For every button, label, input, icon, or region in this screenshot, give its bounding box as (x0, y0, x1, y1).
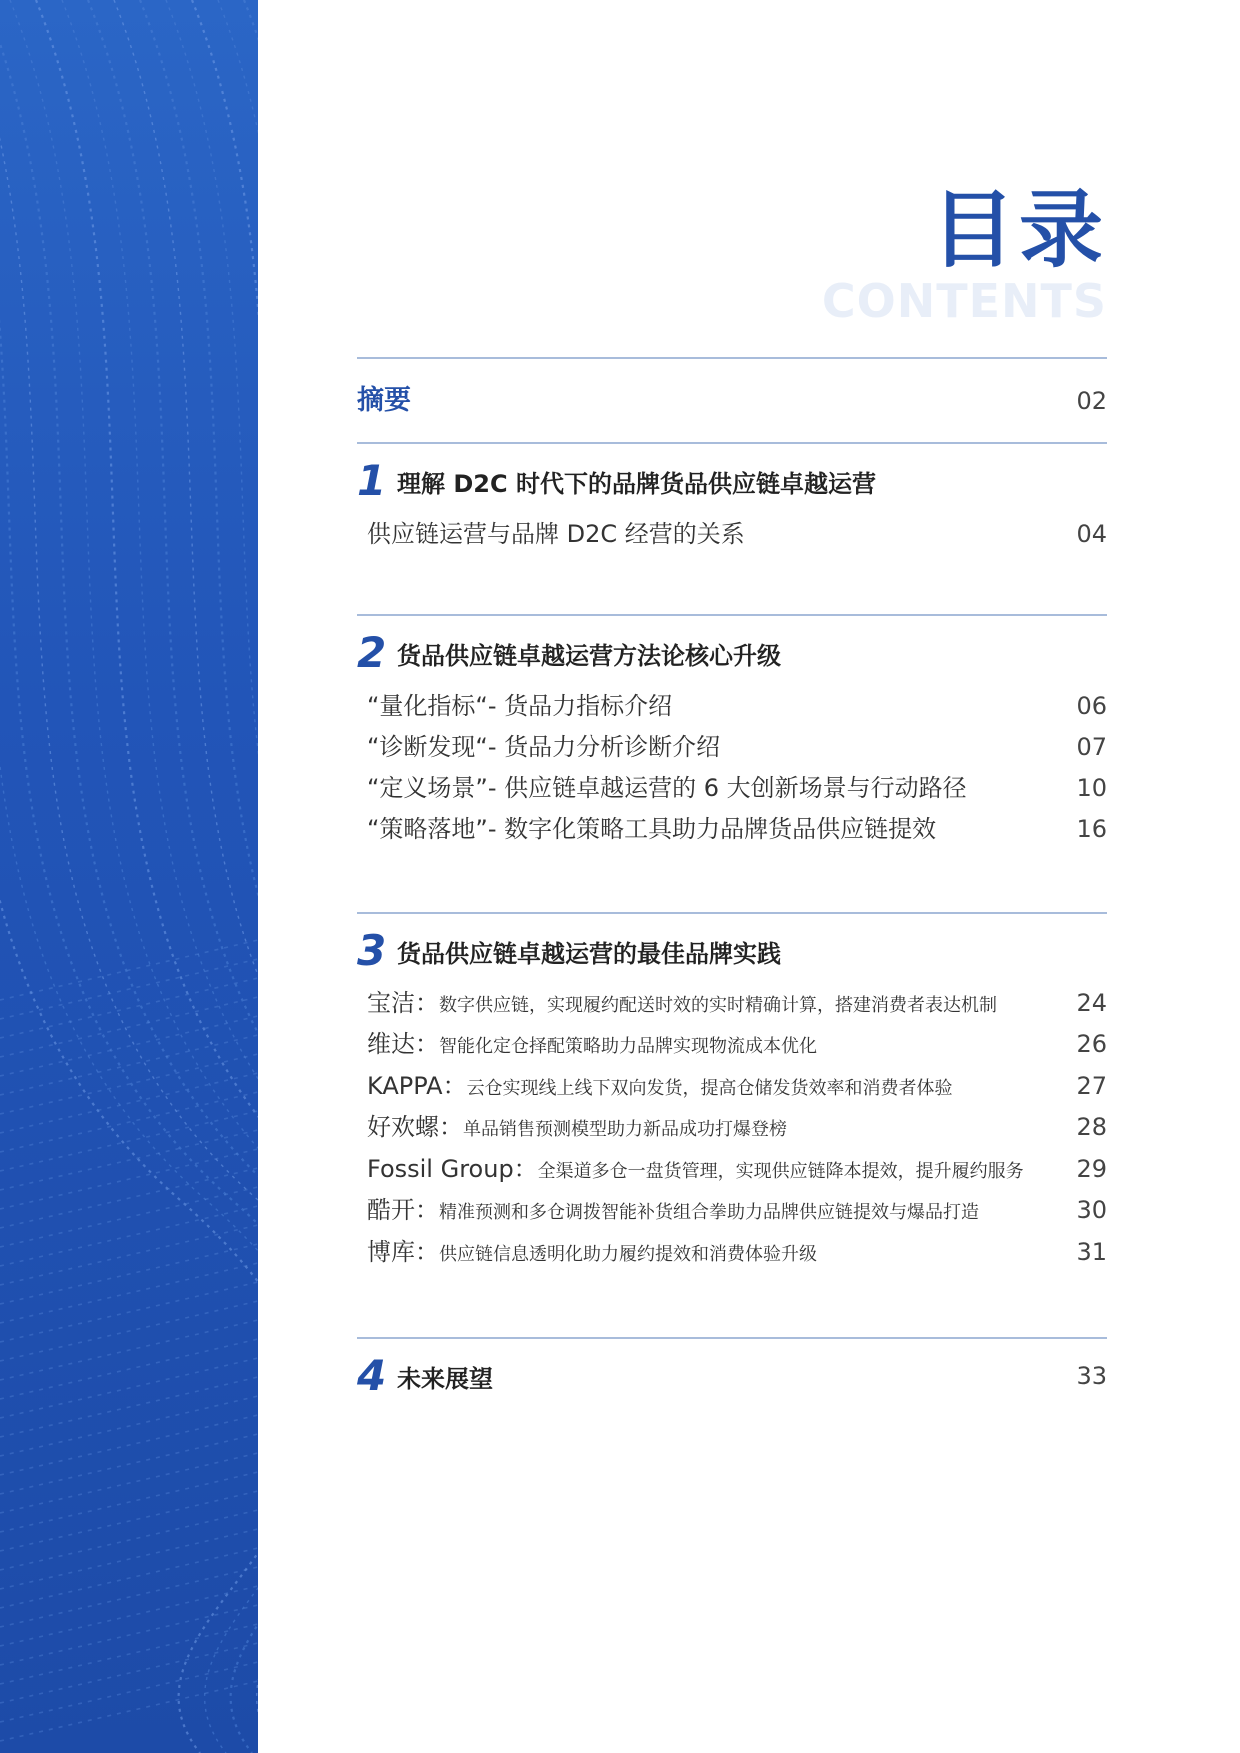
wave-line (10, 0, 258, 1753)
wave-line (0, 1263, 258, 1323)
wave-line (244, 0, 258, 1753)
toc-case-entry[interactable] (357, 1149, 1107, 1184)
toc-entry[interactable] (357, 768, 1107, 803)
case-brand: KAPPA： (367, 1072, 467, 1100)
divider (357, 614, 1107, 616)
page-number: 04 (1076, 520, 1107, 548)
wave-line (0, 1396, 258, 1456)
wave-line (140, 0, 258, 1753)
case-brand: 好欢螺： (367, 1113, 463, 1141)
wave-line (0, 1434, 258, 1494)
wave-line (0, 1491, 258, 1551)
case-description: 单品销售预测模型助力新品成功打爆登榜 (463, 1119, 787, 1140)
wave-line (0, 1548, 258, 1608)
wave-line (0, 0, 258, 1753)
wave-line (192, 0, 258, 1753)
entry-text: “策略落地”- 数字化策略工具助力品牌货品供应链提效 (367, 815, 937, 843)
wave-line (0, 1073, 258, 1133)
case-description: 云仓实现线上线下双向发货，提高仓储发货效率和消费者体验 (466, 1078, 953, 1099)
page-title-en: CONTENTS (821, 274, 1107, 328)
page-number: 30 (1076, 1196, 1107, 1224)
case-description: 精准预测和多仓调拨智能补货组合拳助力品牌供应链提效与爆品打造 (439, 1202, 979, 1223)
toc-case-entry[interactable] (357, 1190, 1107, 1225)
divider (357, 442, 1107, 444)
wave-line (0, 1624, 258, 1684)
toc-entry[interactable] (357, 727, 1107, 762)
wave-line (0, 1092, 258, 1152)
section-4-heading[interactable] (357, 1351, 1107, 1400)
wave-line (36, 0, 258, 1753)
case-brand: 宝洁： (367, 989, 439, 1017)
case-brand: 维达： (367, 1030, 439, 1058)
wave-line (0, 1586, 258, 1646)
section-2-heading[interactable] (357, 628, 781, 677)
wave-line (0, 1358, 258, 1418)
wave-line (0, 0, 258, 1753)
page-title: 目录 (930, 181, 1107, 279)
wave-line (218, 0, 258, 1753)
entry-text: “定义场景”- 供应链卓越运营的 6 大创新场景与行动路径 (367, 774, 967, 802)
entry-text: 供应链运营与品牌 D2C 经营的关系 (367, 520, 745, 548)
toc-case-entry[interactable] (357, 1024, 1107, 1059)
page-number: 10 (1076, 774, 1107, 802)
wave-line (0, 1377, 258, 1437)
page-number: 24 (1076, 989, 1107, 1017)
wave-line (0, 1054, 258, 1114)
decorative-side-panel (0, 0, 258, 1753)
page-number: 02 (1076, 387, 1107, 415)
wave-line (62, 0, 258, 1753)
case-description: 智能化定仓择配策略助力品牌实现物流成本优化 (439, 1036, 817, 1057)
wave-pattern (0, 0, 258, 1753)
section-title: 理解 D2C 时代下的品牌货品供应链卓越运营 (397, 469, 876, 498)
wave-line (0, 1035, 258, 1095)
wave-line (0, 1643, 258, 1703)
section-3-heading[interactable] (357, 926, 781, 975)
abstract-label: 摘要 (357, 385, 411, 416)
divider (357, 912, 1107, 914)
divider (357, 357, 1107, 359)
wave-line (0, 1339, 258, 1399)
page-number: 28 (1076, 1113, 1107, 1141)
section-title: 货品供应链卓越运营的最佳品牌实践 (397, 939, 781, 968)
toc-entry[interactable] (357, 686, 1107, 721)
case-description: 供应链信息透明化助力履约提效和消费体验升级 (439, 1244, 817, 1265)
page-number: 29 (1076, 1155, 1107, 1183)
case-brand: 酷开： (367, 1196, 439, 1224)
wave-line (166, 0, 258, 1753)
wave-line (0, 940, 258, 1000)
page-number: 16 (1076, 815, 1107, 843)
section-number: 4 (357, 1351, 387, 1400)
toc-entry[interactable] (357, 514, 1107, 549)
case-description: 全渠道多仓一盘货管理，实现供应链降本提效，提升履约服务 (537, 1161, 1024, 1182)
wave-line (0, 1529, 258, 1589)
wave-line (0, 1149, 258, 1209)
section-number: 2 (357, 628, 387, 677)
page-number: 33 (1076, 1362, 1107, 1390)
wave-line (0, 1111, 258, 1171)
wave-line (0, 0, 258, 1753)
wave-line (114, 0, 258, 1753)
page-number: 06 (1076, 692, 1107, 720)
wave-line (0, 1168, 258, 1228)
case-description: 数字供应链，实现履约配送时效的实时精确计算，搭建消费者表达机制 (439, 995, 997, 1016)
wave-line (0, 1453, 258, 1513)
wave-line (0, 959, 258, 1019)
wave-line (0, 1225, 258, 1285)
toc-case-entry[interactable] (357, 1107, 1107, 1142)
wave-line (0, 0, 258, 1753)
wave-line (0, 0, 258, 1753)
wave-line (0, 1016, 258, 1076)
wave-line (0, 1472, 258, 1532)
wave-line (0, 1567, 258, 1627)
toc-abstract[interactable] (357, 378, 1107, 417)
toc-case-entry[interactable] (357, 1066, 1107, 1101)
wave-line (0, 1662, 258, 1722)
page-number: 31 (1076, 1238, 1107, 1266)
page-number: 26 (1076, 1030, 1107, 1058)
toc-case-entry[interactable] (357, 1232, 1107, 1267)
toc-entry[interactable] (357, 809, 1107, 844)
section-number: 3 (357, 926, 387, 975)
toc-case-entry[interactable] (357, 983, 1107, 1018)
case-brand: 博库： (367, 1238, 439, 1266)
wave-line (0, 1415, 258, 1475)
wave-line (0, 1320, 258, 1380)
section-title: 未来展望 (397, 1364, 493, 1393)
section-1-heading[interactable] (357, 456, 876, 505)
case-brand: Fossil Group： (367, 1155, 538, 1183)
page-number: 27 (1076, 1072, 1107, 1100)
wave-line (0, 1282, 258, 1342)
entry-text: “量化指标“- 货品力指标介绍 (367, 692, 673, 720)
wave-line (0, 1605, 258, 1665)
wave-line (0, 1130, 258, 1190)
wave-line (0, 1301, 258, 1361)
wave-line (0, 1681, 258, 1741)
wave-line (88, 0, 258, 1753)
entry-text: “诊断发现“- 货品力分析诊断介绍 (367, 733, 721, 761)
section-title: 货品供应链卓越运营方法论核心升级 (397, 641, 781, 670)
wave-line (0, 1244, 258, 1304)
divider (357, 1337, 1107, 1339)
wave-line (0, 1510, 258, 1570)
page-number: 07 (1076, 733, 1107, 761)
section-number: 1 (357, 456, 387, 505)
